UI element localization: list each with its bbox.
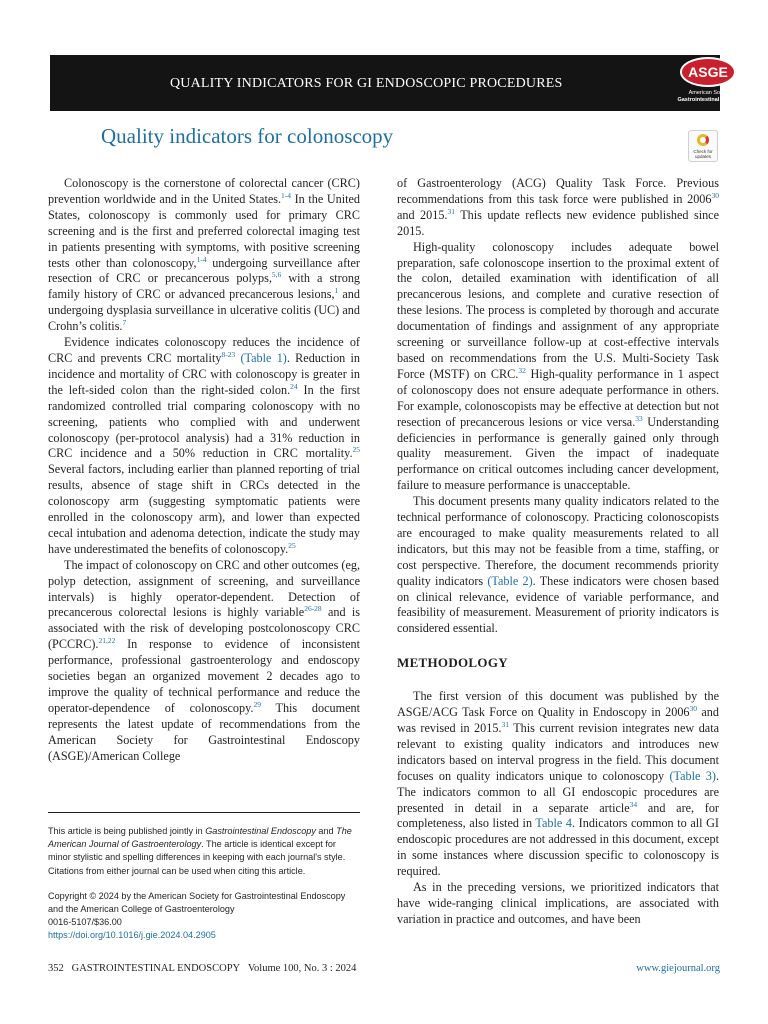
- table-link[interactable]: (Table 1): [240, 350, 287, 365]
- citation-ref[interactable]: 7: [122, 318, 127, 328]
- section-heading: METHODOLOGY: [397, 655, 508, 671]
- citation-ref[interactable]: 1-4: [281, 190, 292, 200]
- paragraph: Evidence indicates colonoscopy reduces the incidence of CRC and prevents CRC mortality$^{8-23}$ (Table 1). Reduction in incidence and mortality of CRC with colonoscopy is greater in the left-sided colon than the right-sided colon.$^{24}$ In the first randomized controlled trial comparing colonoscopy with no screening, patients who complied with and underwent colonoscopy (per-protocol analysis) had a 31% reduction in CRC incidence and a 50% reduction in CRC mortality.$^{25}$ Several factors, including earlier than planned reporting of trial results, absence of stage shift in CRCs detected in the colonoscopy arm (suggesting symptomatic patients were enrolled in the colonoscopy arm), and lower than expected cecal intubation and adenoma detection, indicate the study may have underestimated the benefits of colonoscopy.$^{25}$: [48, 335, 361, 556]
- citation-ref[interactable]: 25: [288, 540, 296, 550]
- citation-ref[interactable]: 31: [447, 206, 455, 216]
- asge-logo: [672, 57, 754, 107]
- paragraph: As in the preceding versions, we prioritized indicators that have wide-ranging clinical implications, are associated with variation in practice and outcomes, and have been: [397, 880, 719, 926]
- issn: 0016-5107/$36.00: [48, 917, 122, 928]
- article-title: Quality indicators for colonoscopy: [101, 124, 394, 148]
- paragraph: The impact of colonoscopy on CRC and other outcomes (eg, polyp detection, assignment of screening, and surveillance intervals) is highly operator-dependent. Detection of precancerous colorectal lesions is highly variable$^{26-28}$ and is associated with the risk of developing postcolonoscopy CRC (PCCRC).$^{21,22}$ In response to evidence of inconsistent performance, professional gastroenterology and endoscopy societies began an organized movement 2 decades ago to improve the quality of technical performance and reduce the operator-dependence of colonoscopy.$^{29}$ This document represents the latest update of recommendations from the American Society for Gastrointestinal Endoscopy (ASGE)/American College: [48, 557, 361, 763]
- citation-ref[interactable]: 8-23: [221, 349, 236, 359]
- journal-url-link[interactable]: www.giejournal.org: [636, 963, 720, 974]
- copyright-line: Copyright © 2024 by the American Society for Gastrointestinal Endoscopy: [48, 890, 346, 901]
- citation-ref[interactable]: 5,6: [271, 270, 282, 280]
- citation-ref[interactable]: 30: [689, 704, 698, 714]
- citation-ref[interactable]: 1: [334, 286, 339, 296]
- journal-title: The American Journal of Gastroenterology: [48, 826, 352, 850]
- citation-ref[interactable]: 29: [253, 699, 261, 709]
- citation-ref[interactable]: 21,22: [98, 636, 116, 646]
- right-column: [397, 176, 719, 928]
- paragraph: of Gastroenterology (ACG) Quality Task Force. Previous recommendations from this task force were published in 2006$^{30}$ and 2015.31 This update reflects new evidence published since 2015.: [397, 176, 719, 238]
- asge-logo-mark: ASGE: [680, 57, 736, 87]
- table-link[interactable]: Table 4: [535, 816, 573, 831]
- asge-logo-line2: Gastrointestinal Endoscopy: [677, 97, 751, 103]
- running-header-title: QUALITY INDICATORS FOR GI ENDOSCOPIC PROCEDURES: [170, 76, 563, 91]
- citation-ref[interactable]: 30: [711, 190, 719, 200]
- citation-ref[interactable]: 32: [518, 365, 526, 375]
- copyright-line-2: and the American College of Gastroenterology: [48, 904, 235, 915]
- running-header: [50, 55, 751, 111]
- footnote-block: [48, 812, 360, 943]
- volume-info: Volume 100, No. 3 : 2024: [247, 963, 357, 974]
- check-for-updates-badge[interactable]: [688, 130, 718, 162]
- joint-publication-note: This article is being published jointly in Gastrointestinal Endoscopy and The American Journal of Gastroenterology. The article is identical except for minor stylistic and spelling differences in keeping with each journal's style. Citations from either journal can be used when citing this article.: [48, 826, 352, 876]
- journal-name: GASTROINTESTINAL ENDOSCOPY: [71, 963, 241, 974]
- citation-ref[interactable]: 31: [501, 719, 509, 729]
- citation-ref[interactable]: 33: [635, 413, 643, 423]
- journal-title: Gastrointestinal Endoscopy: [205, 826, 316, 836]
- page-number: 352: [48, 963, 64, 974]
- paragraph: This document presents many quality indicators related to the technical performance of colonoscopy. Practicing colonoscopists are encouraged to make quality measurements related to all indicators, but this may not be feasible from a time, staffing, or cost perspective. Therefore, the document recommends priority quality indicators (Table 2). These indicators were chosen based on clinical relevance, evidence of variable performance, and feasibility of measurement. Measurement of priority indicators is considered essential.: [397, 494, 719, 636]
- citation-ref[interactable]: 1-4: [196, 254, 207, 264]
- left-column: [48, 176, 360, 765]
- citation-ref[interactable]: 24: [290, 381, 298, 391]
- doi-link[interactable]: https://doi.org/10.1016/j.gie.2024.04.2905: [48, 930, 216, 941]
- page-footer: [48, 963, 720, 977]
- paragraph: High-quality colonoscopy includes adequate bowel preparation, safe colonoscope insertion to the proximal extent of the colon, detailed examination with identification of all precancerous lesions, and complete and curative resection of these lesions. The process is completed by thorough and accurate documentation of findings and assignment of any appropriate screening or surveillance follow-up at cost-effective intervals based on recommendations from the U.S. Multi-Society Task Force (MSTF) on CRC.$^{32}$ High-quality performance in 1 aspect of colonoscopy does not ensure adequate performance in others. For example, colonoscopists may be effective at detection but not resection of precancerous lesions or vice versa.$^{33}$ Understanding deficiencies in performance is generally gained only through quality measurement. Given the impact of inadequate performance on critical outcomes including cancer development, failure to measure performance is unacceptable.: [397, 239, 719, 493]
- paragraph: Colonoscopy is the cornerstone of colorectal cancer (CRC) prevention worldwide and in the United States.$^{1-4}$ In the United States, colonoscopy is commonly used for primary CRC screening and is the first and preferred colorectal imaging test in patients presenting with symptoms, with positive screening tests other than colonoscopy,$^{1-4}$ undergoing surveillance after resection of CRC or precancerous polyps,$^{5,6}$ with a strong family history of CRC or advanced precancerous lesions,$^1$ and undergoing dysplasia surveillance in ulcerative colitis (UC) and Crohn’s colitis.$^7$: [48, 176, 361, 334]
- table-link[interactable]: (Table 3): [669, 768, 716, 783]
- paragraph: The first version of this document was published by the ASGE/ACG Task Force on Quality in Endoscopy in 2006$^{30}$ and was revised in 2015.31 This current revision integrates new data relevant to existing quality indicators and introduces new indicators based on interval progress in the field. This document focuses on quality indicators unique to colonoscopy (Table 3). The indicators common to all GI endoscopic procedures are presented in detail in a separate article$^{34}$ and are, for completeness, also listed in Table 4. Indicators common to all GI endoscopic procedures are not addressed in this document, except in some instances where discussion specific to colonoscopy is required.: [397, 689, 720, 879]
- footer-citation: [48, 963, 356, 974]
- citation-ref[interactable]: 34: [629, 799, 638, 809]
- check-for-updates-label: Check for updates: [693, 149, 713, 159]
- citation-ref[interactable]: 25: [352, 445, 360, 455]
- citation-ref[interactable]: 26-28: [304, 604, 322, 614]
- table-link[interactable]: (Table 2): [487, 573, 533, 588]
- asge-logo-line1: American Society for: [688, 90, 740, 96]
- check-for-updates-icon: [697, 134, 709, 146]
